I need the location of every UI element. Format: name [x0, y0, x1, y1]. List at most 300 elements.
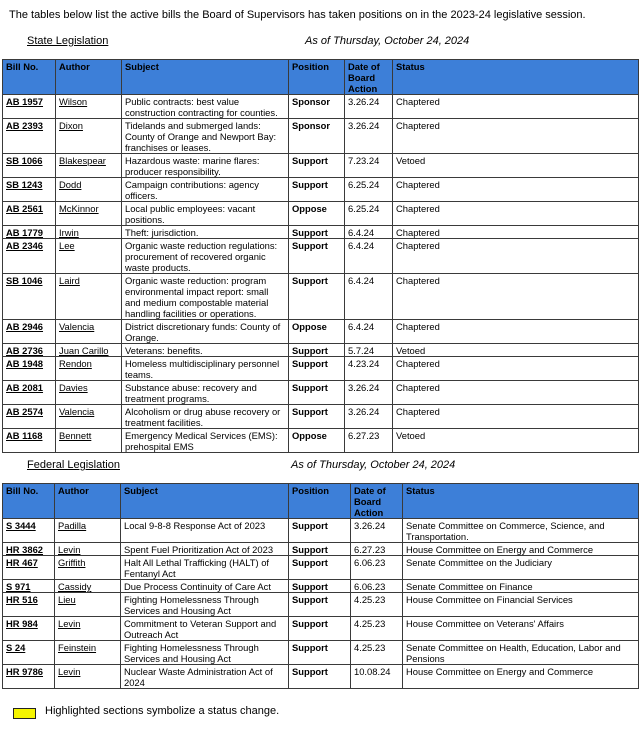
author-column-cell [55, 556, 121, 580]
date-cell: 5.7.24 [348, 345, 375, 356]
bill-column-cell [3, 154, 56, 178]
date-cell: 4.25.23 [354, 618, 386, 629]
intro-text: The tables below list the active bills the Board of Supervisors has taken positions on in the 2023-24 legislative session. [9, 9, 586, 21]
date-column-cell [345, 154, 393, 178]
header-position: Position [289, 60, 345, 95]
bill-number-link[interactable]: SB 1243 [6, 179, 43, 190]
bill-number-link[interactable]: AB 2561 [6, 203, 44, 214]
subject-cell: Emergency Medical Services (EMS): prehospital EMS [125, 430, 278, 452]
author-link[interactable]: Lee [59, 240, 75, 251]
date-cell: 4.23.24 [348, 358, 380, 369]
author-link[interactable]: McKinnor [59, 203, 99, 214]
subject-cell: Local 9-8-8 Response Act of 2023 [124, 520, 266, 531]
author-link[interactable]: Levin [58, 544, 81, 555]
subject-cell: Nuclear Waste Administration Act of 2024 [124, 666, 273, 688]
status-column-cell [403, 593, 639, 617]
author-link[interactable]: Levin [58, 618, 81, 629]
status-column-cell [403, 556, 639, 580]
status-cell: Vetoed [396, 345, 426, 356]
bill-column-cell [3, 519, 55, 543]
date-column-cell [345, 202, 393, 226]
author-column-cell [56, 178, 122, 202]
author-link[interactable]: Irwin [59, 227, 79, 238]
position-column-cell [289, 202, 345, 226]
subject-cell: Campaign contributions: agency officers. [125, 179, 259, 201]
date-column-cell [345, 95, 393, 119]
position-cell: Support [292, 240, 328, 251]
position-column-cell [289, 556, 351, 580]
bill-column-cell [3, 320, 56, 344]
bill-column-cell [3, 429, 56, 453]
subject-cell: Public contracts: best value construction contracting for counties. [125, 96, 278, 118]
subject-cell: Hazardous waste: marine flares: producer responsibility. [125, 155, 260, 177]
author-link[interactable]: Griffith [58, 557, 86, 568]
author-link[interactable]: Davies [59, 382, 88, 393]
status-cell: Chaptered [396, 179, 440, 190]
status-cell: Chaptered [396, 358, 440, 369]
author-link[interactable]: Levin [58, 666, 81, 677]
bill-number-link[interactable]: AB 2393 [6, 120, 44, 131]
status-column-cell [403, 519, 639, 543]
position-column-cell [289, 405, 345, 429]
author-link[interactable]: Padilla [58, 520, 87, 531]
bill-number-link[interactable]: AB 2346 [6, 240, 44, 251]
table-row [3, 178, 639, 202]
date-column-cell [345, 178, 393, 202]
bill-number-link[interactable]: AB 2081 [6, 382, 44, 393]
date-cell: 3.26.24 [348, 120, 380, 131]
author-column-cell [55, 593, 121, 617]
bill-column-cell [3, 274, 56, 320]
subject-cell: Substance abuse: recovery and treatment programs. [125, 382, 257, 404]
table-header-row [3, 484, 639, 519]
position-cell: Support [292, 358, 328, 369]
status-column-cell [403, 665, 639, 689]
subject-column-cell [122, 429, 289, 453]
status-cell: Chaptered [396, 120, 440, 131]
author-column-cell [56, 405, 122, 429]
highlight-legend-swatch [13, 708, 36, 719]
table-row [3, 274, 639, 320]
subject-cell: Homeless multidisciplinary personnel teams. [125, 358, 280, 380]
date-column-cell [345, 405, 393, 429]
subject-column-cell [121, 641, 289, 665]
bill-number-link[interactable]: AB 1957 [6, 96, 44, 107]
subject-cell: Organic waste reduction regulations: procurement of recovered organic waste products. [125, 240, 278, 273]
subject-column-cell [122, 381, 289, 405]
position-cell: Oppose [292, 430, 327, 441]
date-cell: 6.06.23 [354, 557, 386, 568]
date-cell: 6.27.23 [348, 430, 380, 441]
subject-column-cell [121, 543, 289, 556]
status-column-cell [393, 405, 639, 429]
subject-column-cell [121, 593, 289, 617]
table-row [3, 357, 639, 381]
position-column-cell [289, 665, 351, 689]
date-column-cell [345, 429, 393, 453]
header-author: Author [55, 484, 121, 519]
bill-column-cell [3, 405, 56, 429]
author-link[interactable]: Dodd [59, 179, 82, 190]
date-column-cell [351, 519, 403, 543]
bill-column-cell [3, 202, 56, 226]
author-column-cell [55, 580, 121, 593]
bill-number-link[interactable]: S 24 [6, 642, 26, 653]
bill-number-link[interactable]: AB 1779 [6, 227, 44, 238]
date-column-cell [345, 119, 393, 154]
subject-column-cell [122, 239, 289, 274]
bill-number-link[interactable]: HR 516 [6, 594, 38, 605]
date-cell: 7.23.24 [348, 155, 380, 166]
author-link[interactable]: Feinstein [58, 642, 97, 653]
header-author: Author [56, 60, 122, 95]
position-cell: Support [292, 642, 328, 653]
subject-cell: Fighting Homelessness Through Services and Housing Act [124, 642, 259, 664]
date-cell: 10.08.24 [354, 666, 391, 677]
status-column-cell [393, 226, 639, 239]
bill-number-link[interactable]: SB 1046 [6, 275, 43, 286]
status-cell: Senate Committee on the Judiciary [406, 557, 552, 568]
position-cell: Support [292, 179, 328, 190]
position-column-cell [289, 239, 345, 274]
status-column-cell [403, 617, 639, 641]
table-row [3, 593, 639, 617]
author-column-cell [56, 381, 122, 405]
bill-number-link[interactable]: AB 1168 [6, 430, 43, 441]
status-cell: Chaptered [396, 203, 440, 214]
status-cell: House Committee on Energy and Commerce [406, 544, 594, 555]
bill-number-link[interactable]: SB 1066 [6, 155, 43, 166]
subject-column-cell [121, 556, 289, 580]
table-row [3, 519, 639, 543]
position-column-cell [289, 154, 345, 178]
subject-column-cell [122, 119, 289, 154]
status-cell: Chaptered [396, 96, 440, 107]
position-column-cell [289, 593, 351, 617]
status-cell: Chaptered [396, 275, 440, 286]
status-cell: Chaptered [396, 321, 440, 332]
subject-cell: Fighting Homelessness Through Services and Housing Act [124, 594, 259, 616]
table-row [3, 344, 639, 357]
date-column-cell [345, 320, 393, 344]
author-column-cell [56, 226, 122, 239]
author-link[interactable]: Blakespear [59, 155, 106, 166]
subject-cell: Theft: jurisdiction. [125, 227, 199, 238]
subject-column-cell [122, 178, 289, 202]
status-cell: Chaptered [396, 227, 440, 238]
position-cell: Support [292, 666, 328, 677]
date-cell: 3.26.24 [348, 406, 380, 417]
subject-cell: Alcoholism or drug abuse recovery or treatment facilities. [125, 406, 281, 428]
bill-column-cell [3, 556, 55, 580]
author-column-cell [56, 429, 122, 453]
bill-number-link[interactable]: HR 3862 [6, 544, 44, 555]
status-cell: Chaptered [396, 382, 440, 393]
bill-column-cell [3, 239, 56, 274]
bill-column-cell [3, 543, 55, 556]
table-row [3, 226, 639, 239]
table-row [3, 580, 639, 593]
position-column-cell [289, 274, 345, 320]
subject-column-cell [122, 95, 289, 119]
status-cell: Vetoed [396, 155, 426, 166]
state-legislation-title: State Legislation [27, 35, 109, 47]
table-row [3, 641, 639, 665]
date-column-cell [345, 226, 393, 239]
bill-column-cell [3, 226, 56, 239]
subject-column-cell [121, 580, 289, 593]
bill-column-cell [3, 593, 55, 617]
header-bill-no: Bill No. [3, 60, 56, 95]
position-cell: Support [292, 557, 328, 568]
header-subject: Subject [122, 60, 289, 95]
bill-column-cell [3, 357, 56, 381]
position-column-cell [289, 429, 345, 453]
status-column-cell [403, 641, 639, 665]
bill-number-link[interactable]: HR 984 [6, 618, 38, 629]
bill-number-link[interactable]: AB 1948 [6, 358, 44, 369]
author-column-cell [56, 119, 122, 154]
subject-column-cell [121, 519, 289, 543]
author-column-cell [56, 95, 122, 119]
subject-cell: Halt All Lethal Trafficking (HALT) of Fentanyl Act [124, 557, 270, 579]
subject-cell: Commitment to Veteran Support and Outreach Act [124, 618, 277, 640]
position-column-cell [289, 641, 351, 665]
author-column-cell [56, 357, 122, 381]
subject-column-cell [122, 405, 289, 429]
bill-column-cell [3, 641, 55, 665]
position-cell: Support [292, 581, 328, 592]
author-link[interactable]: Juan Carillo [59, 345, 109, 356]
position-column-cell [289, 381, 345, 405]
status-cell: Senate Committee on Health, Education, Labor and Pensions [406, 642, 621, 664]
position-cell: Oppose [292, 203, 327, 214]
subject-column-cell [122, 320, 289, 344]
status-column-cell [393, 429, 639, 453]
author-column-cell [55, 641, 121, 665]
table-row [3, 665, 639, 689]
position-column-cell [289, 320, 345, 344]
bill-column-cell [3, 344, 56, 357]
author-link[interactable]: Dixon [59, 120, 83, 131]
position-cell: Support [292, 227, 328, 238]
author-link[interactable]: Valencia [59, 406, 95, 417]
position-cell: Oppose [292, 321, 327, 332]
table-row [3, 320, 639, 344]
position-cell: Support [292, 594, 328, 605]
position-column-cell [289, 580, 351, 593]
bill-number-link[interactable]: HR 467 [6, 557, 38, 568]
date-column-cell [351, 641, 403, 665]
header-position: Position [289, 484, 351, 519]
author-link[interactable]: Valencia [59, 321, 95, 332]
author-link[interactable]: Cassidy [58, 581, 92, 592]
status-column-cell [393, 202, 639, 226]
status-column-cell [403, 543, 639, 556]
date-cell: 6.4.24 [348, 275, 375, 286]
subject-column-cell [122, 226, 289, 239]
position-column-cell [289, 357, 345, 381]
table-row [3, 429, 639, 453]
position-column-cell [289, 178, 345, 202]
table-row [3, 405, 639, 429]
date-cell: 4.25.23 [354, 594, 386, 605]
position-cell: Support [292, 406, 328, 417]
author-link[interactable]: Wilson [59, 96, 88, 107]
table-row [3, 543, 639, 556]
table-row [3, 556, 639, 580]
date-column-cell [351, 665, 403, 689]
table-row [3, 95, 639, 119]
author-link[interactable]: Bennett [59, 430, 92, 441]
date-cell: 6.25.24 [348, 203, 380, 214]
bill-column-cell [3, 178, 56, 202]
position-cell: Sponsor [292, 120, 331, 131]
date-cell: 3.26.24 [354, 520, 386, 531]
position-cell: Support [292, 382, 328, 393]
author-column-cell [56, 274, 122, 320]
bill-number-link[interactable]: HR 9786 [6, 666, 44, 677]
status-cell: Chaptered [396, 240, 440, 251]
federal-legislation-title: Federal Legislation [27, 459, 120, 471]
date-column-cell [351, 617, 403, 641]
bill-number-link[interactable]: AB 2574 [6, 406, 44, 417]
date-cell: 6.27.23 [354, 544, 386, 555]
author-column-cell [55, 519, 121, 543]
status-cell: House Committee on Energy and Commerce [406, 666, 594, 677]
status-column-cell [393, 95, 639, 119]
position-column-cell [289, 95, 345, 119]
date-column-cell [345, 274, 393, 320]
date-cell: 6.4.24 [348, 227, 375, 238]
position-cell: Support [292, 155, 328, 166]
date-cell: 3.26.24 [348, 382, 380, 393]
subject-column-cell [122, 357, 289, 381]
header-status: Status [403, 484, 639, 519]
date-cell: 3.26.24 [348, 96, 380, 107]
bill-column-cell [3, 617, 55, 641]
subject-cell: Local public employees: vacant positions. [125, 203, 256, 225]
bill-number-link[interactable]: AB 2736 [6, 345, 44, 356]
author-column-cell [55, 665, 121, 689]
date-cell: 6.25.24 [348, 179, 380, 190]
date-cell: 6.06.23 [354, 581, 386, 592]
position-cell: Support [292, 618, 328, 629]
table-row [3, 202, 639, 226]
position-cell: Support [292, 520, 328, 531]
bill-column-cell [3, 95, 56, 119]
header-status: Status [393, 60, 639, 95]
date-cell: 6.4.24 [348, 321, 375, 332]
date-cell: 6.4.24 [348, 240, 375, 251]
bill-column-cell [3, 119, 56, 154]
author-link[interactable]: Lieu [58, 594, 76, 605]
position-column-cell [289, 543, 351, 556]
subject-column-cell [121, 665, 289, 689]
position-column-cell [289, 226, 345, 239]
date-column-cell [345, 381, 393, 405]
header-date-of-board-action: Date of Board Action [345, 60, 393, 95]
table-row [3, 154, 639, 178]
position-cell: Support [292, 345, 328, 356]
header-bill-no: Bill No. [3, 484, 55, 519]
position-cell: Support [292, 275, 328, 286]
table-header-row [3, 60, 639, 95]
status-cell: Senate Committee on Commerce, Science, and Transportation. [406, 520, 605, 542]
header-date-of-board-action: Date of Board Action [351, 484, 403, 519]
author-column-cell [56, 320, 122, 344]
status-column-cell [393, 119, 639, 154]
position-cell: Support [292, 544, 328, 555]
federal-legislation-table [2, 483, 639, 689]
table-row [3, 617, 639, 641]
date-column-cell [351, 593, 403, 617]
status-column-cell [393, 154, 639, 178]
subject-cell: District discretionary funds: County of Orange. [125, 321, 281, 343]
date-column-cell [345, 357, 393, 381]
status-column-cell [403, 580, 639, 593]
header-subject: Subject [121, 484, 289, 519]
status-cell: Chaptered [396, 406, 440, 417]
subject-column-cell [122, 344, 289, 357]
bill-number-link[interactable]: AB 2946 [6, 321, 44, 332]
status-column-cell [393, 320, 639, 344]
bill-number-link[interactable]: S 3444 [6, 520, 36, 531]
date-cell: 4.25.23 [354, 642, 386, 653]
status-column-cell [393, 239, 639, 274]
table-row [3, 239, 639, 274]
federal-as-of-date: As of Thursday, October 24, 2024 [291, 459, 456, 471]
author-link[interactable]: Rendon [59, 358, 92, 369]
date-column-cell [351, 556, 403, 580]
status-column-cell [393, 178, 639, 202]
subject-cell: Veterans: benefits. [125, 345, 203, 356]
status-column-cell [393, 274, 639, 320]
status-cell: House Committee on Financial Services [406, 594, 573, 605]
author-column-cell [56, 202, 122, 226]
author-column-cell [56, 344, 122, 357]
bill-column-cell [3, 665, 55, 689]
subject-column-cell [122, 202, 289, 226]
bill-column-cell [3, 580, 55, 593]
highlight-legend-text: Highlighted sections symbolize a status change. [45, 705, 280, 717]
status-cell: Senate Committee on Finance [406, 581, 533, 592]
author-column-cell [55, 617, 121, 641]
position-column-cell [289, 344, 345, 357]
bill-column-cell [3, 381, 56, 405]
state-as-of-date: As of Thursday, October 24, 2024 [305, 35, 470, 47]
subject-column-cell [122, 154, 289, 178]
date-column-cell [351, 543, 403, 556]
status-cell: Vetoed [396, 430, 426, 441]
status-column-cell [393, 344, 639, 357]
date-column-cell [345, 239, 393, 274]
position-column-cell [289, 617, 351, 641]
subject-cell: Organic waste reduction: program environmental impact report: small and medium compostable material handling facilities or operations. [125, 275, 269, 319]
position-cell: Sponsor [292, 96, 331, 107]
author-column-cell [56, 154, 122, 178]
bill-number-link[interactable]: S 971 [6, 581, 31, 592]
author-column-cell [56, 239, 122, 274]
subject-cell: Due Process Continuity of Care Act [124, 581, 271, 592]
subject-cell: Tidelands and submerged lands: County of Orange and Newport Bay: franchises or leases. [125, 120, 277, 153]
status-column-cell [393, 357, 639, 381]
position-column-cell [289, 119, 345, 154]
subject-cell: Spent Fuel Prioritization Act of 2023 [124, 544, 274, 555]
author-column-cell [55, 543, 121, 556]
author-link[interactable]: Laird [59, 275, 80, 286]
date-column-cell [345, 344, 393, 357]
